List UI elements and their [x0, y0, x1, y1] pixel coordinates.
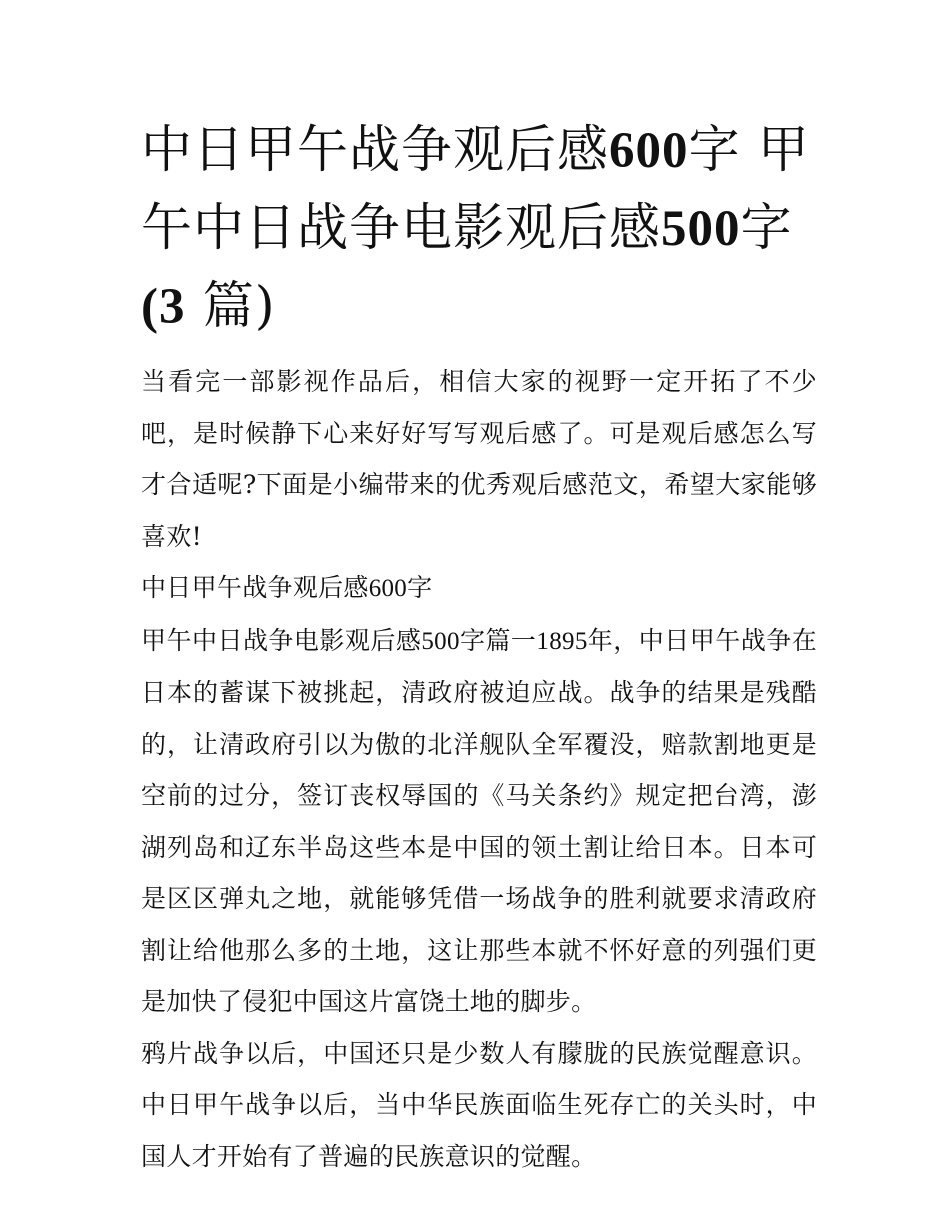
title-text: 字 [740, 199, 793, 258]
intro-paragraph [141, 356, 817, 562]
title-number: 500 [661, 201, 741, 257]
paragraph-text: 甲午中日战争电影观后感 [141, 625, 422, 655]
paragraph-text: 年，中日甲午战争在日本的蓄谋下被挑起，清政府被迫应战。战争的结果是残酷的，让清政府引以为傲的北洋舰队全军覆没，赔款割地更是空前的过分，签订丧权辱国的《马关条约》规定把台湾，澎湖列岛和辽东半岛这些本是中国的领土割让给日本。日本可是区区弹丸之地，就能够凭借一场战争的胜利就要求清政府割让给他那么多的土地，这让那些本就不怀好意的列强们更是加快了侵犯中国这片富饶土地的脚步。 [141, 625, 818, 1016]
document-page [141, 112, 817, 1182]
paragraph-text: 字篇一 [459, 625, 537, 655]
document-body [141, 356, 817, 1182]
body-paragraph [141, 615, 817, 1028]
title-number: 600 [609, 123, 689, 179]
paragraph-text: 中日甲午战争观后感 [141, 573, 369, 602]
title-number: (3 [141, 279, 186, 335]
body-paragraph [141, 1028, 817, 1183]
paragraph-number: 500 [421, 627, 460, 655]
title-text: 篇) [202, 277, 276, 336]
paragraph-number: 1895 [536, 627, 588, 655]
paragraph-number: 600 [368, 575, 408, 602]
section-heading [141, 562, 817, 615]
paragraph-text: 当看完一部影视作品后，相信大家的视野一定开拓了不少吧，是时候静下心来好好写写观后感了。可是观后感怎么写才合适呢?下面是小编带来的优秀观后感范文，希望大家能够喜欢! [141, 367, 817, 551]
document-title [141, 112, 817, 346]
title-text: 中日甲午战争观后感 [141, 121, 610, 180]
paragraph-text: 字 [407, 573, 433, 602]
title-text: 字 甲午中日战争电影观后感 [141, 121, 810, 258]
paragraph-text: 鸦片战争以后，中国还只是少数人有朦胧的民族觉醒意识。中日甲午战争以后，当中华民族面临生死存亡的关头时，中国人才开始有了普遍的民族意识的觉醒。 [141, 1038, 817, 1171]
